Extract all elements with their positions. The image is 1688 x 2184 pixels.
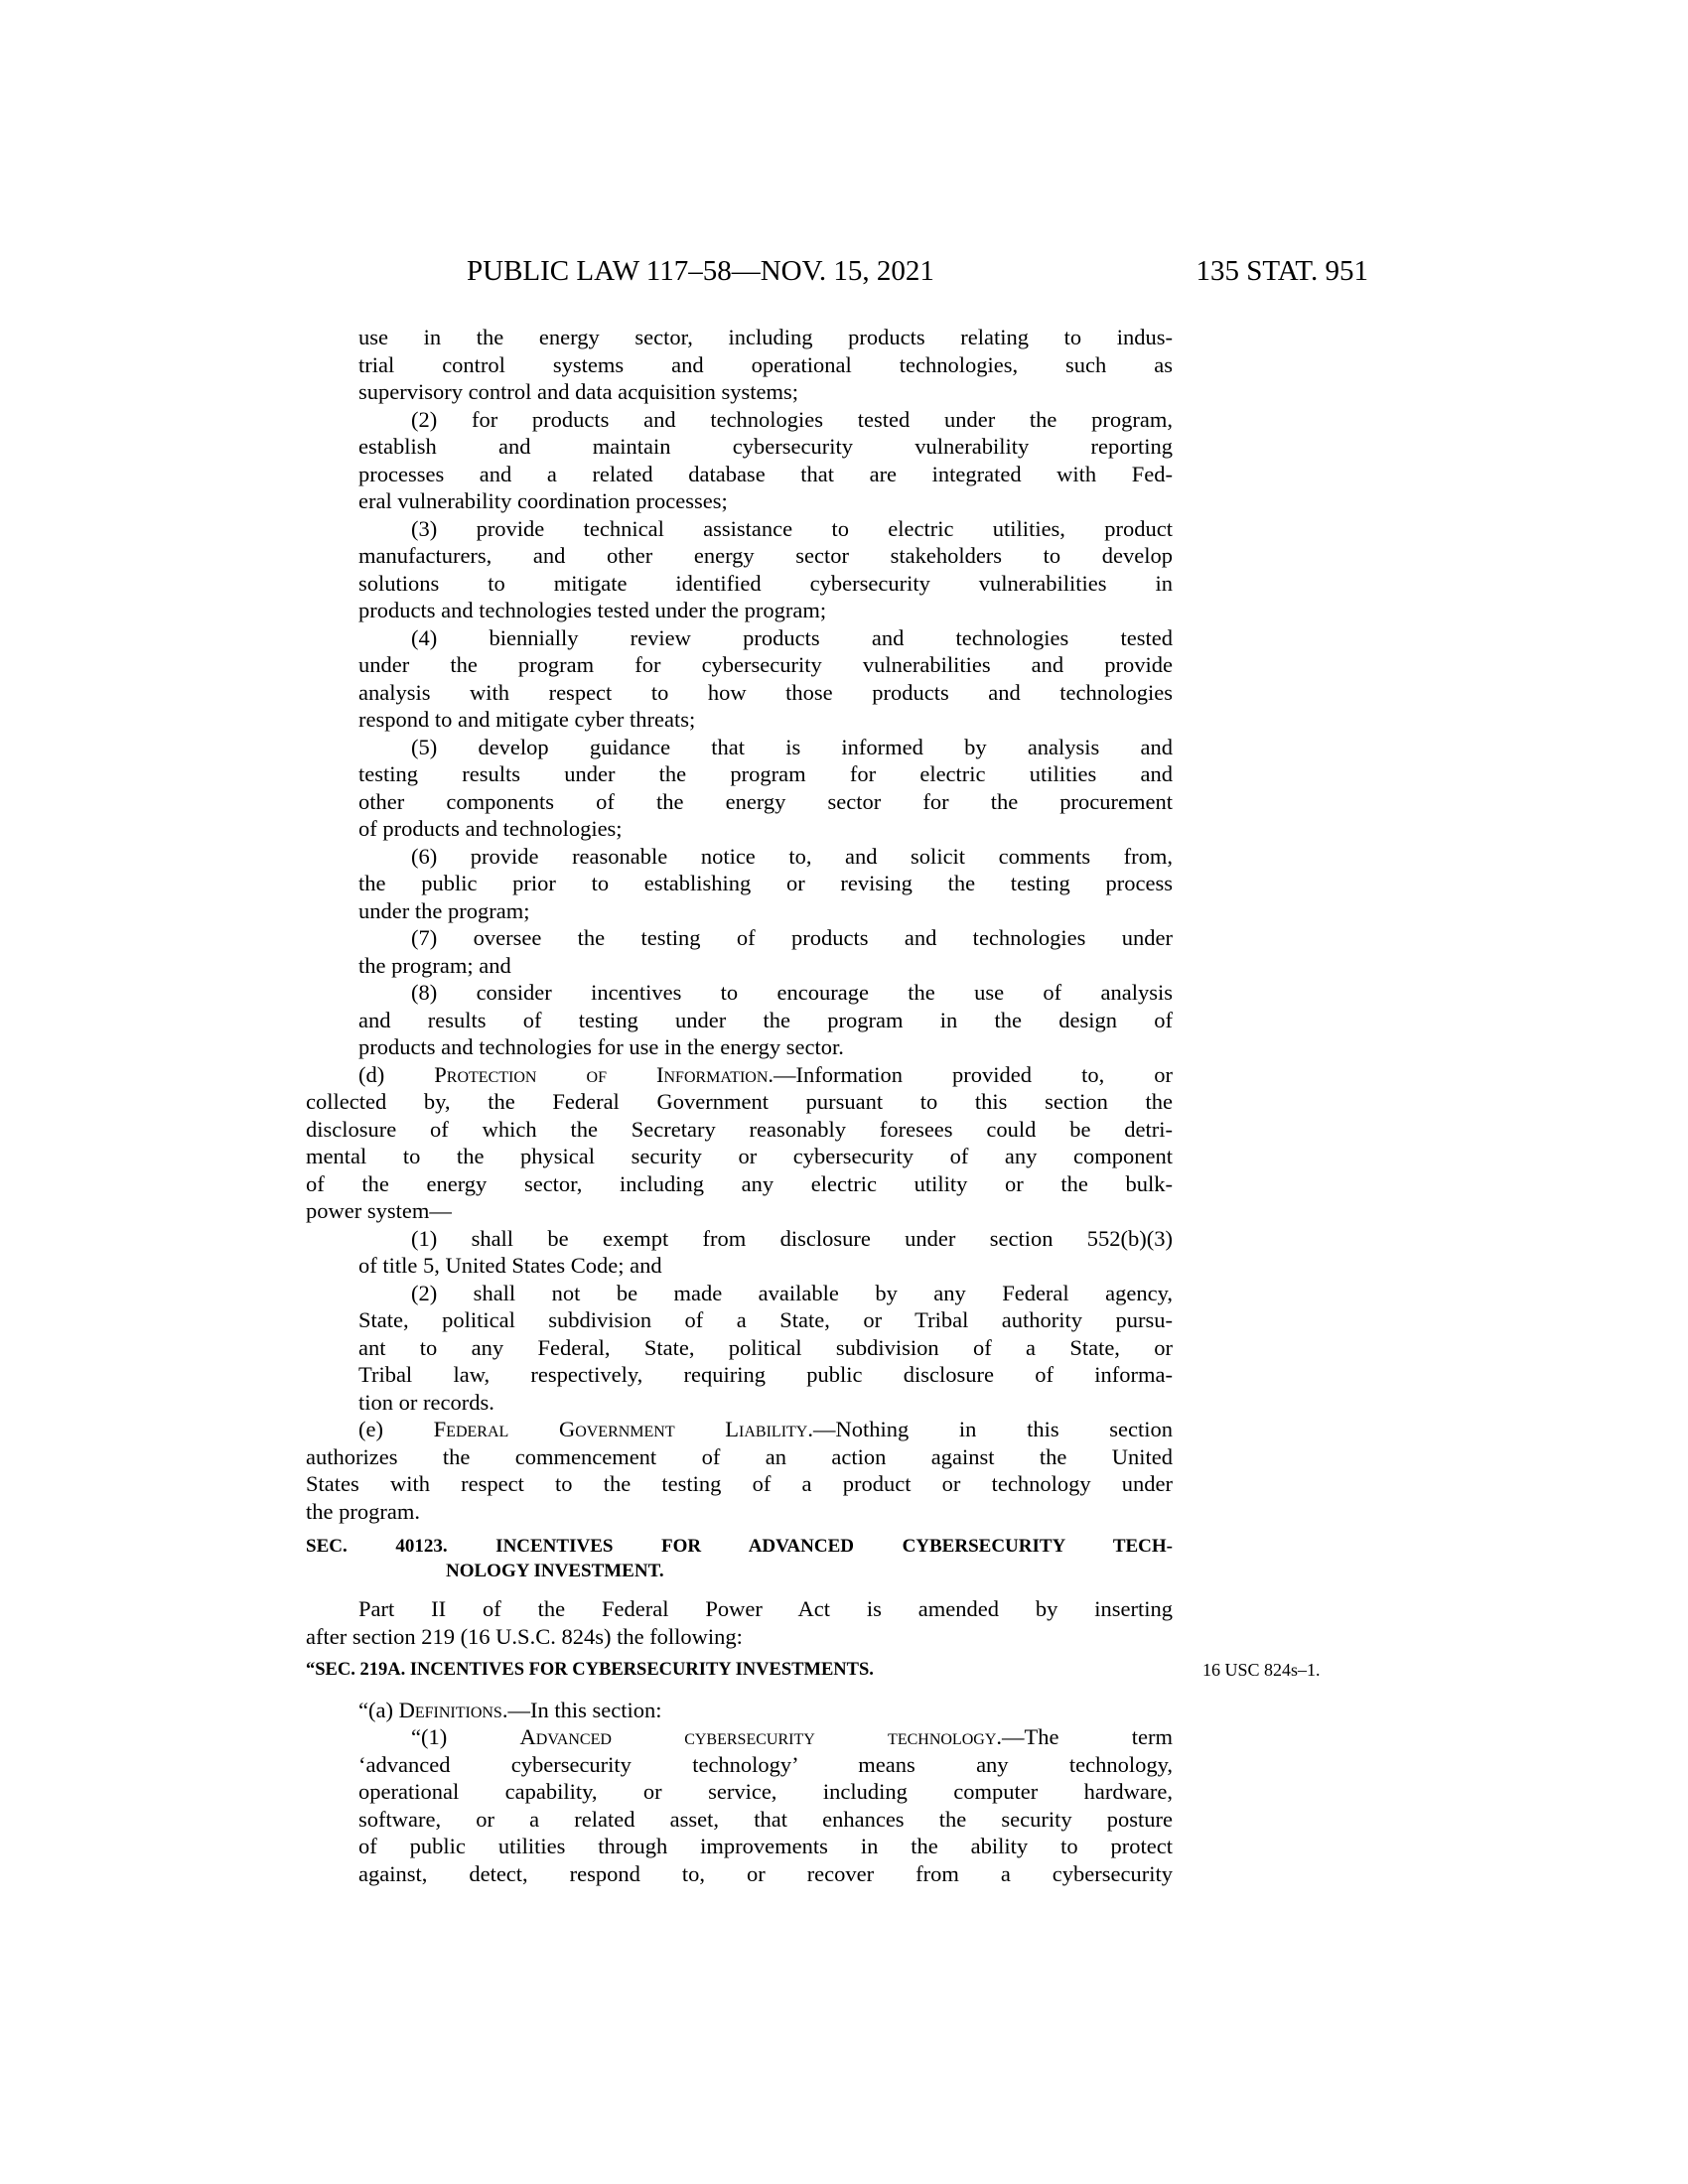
text-line: software, or a related asset, that enhances the security posture xyxy=(358,1806,1173,1832)
text-line: (1) shall be exempt from disclosure under section 552(b)(3) xyxy=(411,1225,1173,1251)
page-number: 135 STAT. 951 xyxy=(1196,255,1368,287)
text-line: trial control systems and operational technologies, such as xyxy=(358,351,1173,377)
text-line: SEC. 40123. INCENTIVES FOR ADVANCED CYBERSECURITY TECH- xyxy=(306,1536,1173,1557)
paragraph xyxy=(306,1225,1173,1280)
subsection-title: Advanced cybersecurity technology xyxy=(519,1724,997,1749)
section-heading xyxy=(306,1657,1321,1685)
text-segment: .—The term xyxy=(996,1724,1173,1749)
document-body xyxy=(306,324,1321,1887)
paragraph xyxy=(306,515,1173,624)
text-line: and results of testing under the program in the design of xyxy=(358,1007,1173,1032)
text-line: under the program; xyxy=(358,897,530,923)
text-line: State, political subdivision of a State, or Tribal authority pursu- xyxy=(358,1307,1173,1332)
text-line: processes and a related database that are integrated with Fed- xyxy=(358,461,1173,486)
text-line: collected by, the Federal Government pursuant to this section the xyxy=(306,1089,1173,1114)
subsection-title: Federal Government Liability xyxy=(433,1417,808,1441)
paragraph xyxy=(306,843,1173,925)
paragraph xyxy=(306,1061,1173,1225)
text-line: products and technologies for use in the energy sector. xyxy=(358,1034,844,1059)
paragraph xyxy=(306,1416,1173,1525)
text-line: use in the energy sector, including products relating to indus- xyxy=(358,325,1173,349)
paragraph xyxy=(306,1595,1173,1650)
paragraph xyxy=(306,1280,1173,1417)
text-line: under the program for cybersecurity vulnerabilities and provide xyxy=(358,652,1173,677)
text-segment: .—In this section: xyxy=(501,1697,662,1722)
text-line: against, detect, respond to, or recover from a cybersecurity xyxy=(358,1860,1173,1886)
subsection-title: Protection of Information xyxy=(434,1061,769,1087)
text-segment: (d) xyxy=(358,1061,435,1087)
text-line: (7) oversee the testing of products and technologies under xyxy=(411,925,1173,950)
text-line: (2) shall not be made available by any Federal agency, xyxy=(411,1280,1173,1305)
text-line: operational capability, or service, including computer hardware, xyxy=(358,1779,1173,1804)
text-line: Tribal law, respectively, requiring public disclosure of informa- xyxy=(358,1362,1173,1387)
paragraph xyxy=(306,924,1173,979)
text-line: authorizes the commencement of an action against the United xyxy=(306,1443,1173,1469)
text-segment: “(1) xyxy=(411,1724,520,1749)
text-line xyxy=(358,1416,1173,1443)
text-line: the program; and xyxy=(358,952,511,978)
text-line: (2) for products and technologies tested under the program, xyxy=(411,406,1173,432)
text-line: analysis with respect to how those products and technologies xyxy=(358,679,1173,705)
text-line: of title 5, United States Code; and xyxy=(358,1253,662,1278)
text-line: (3) provide technical assistance to electric utilities, product xyxy=(411,515,1173,541)
text-line: testing results under the program for electric utilities and xyxy=(358,761,1173,786)
text-line: the public prior to establishing or revising the testing process xyxy=(358,871,1173,895)
text-line: the program. xyxy=(306,1498,420,1524)
text-line: respond to and mitigate cyber threats; xyxy=(358,707,696,732)
text-segment: .—Nothing in this section xyxy=(807,1417,1173,1441)
paragraph xyxy=(306,1723,1173,1887)
text-line: manufacturers, and other energy sector stakeholders to develop xyxy=(358,543,1173,568)
text-line: other components of the energy sector for the procurement xyxy=(358,788,1173,814)
text-line: (8) consider incentives to encourage the use of analysis xyxy=(411,980,1173,1005)
paragraph xyxy=(306,406,1173,515)
text-line: power system— xyxy=(306,1198,452,1223)
margin-note: 16 USC 824s–1. xyxy=(1202,1660,1321,1680)
paragraph xyxy=(306,624,1173,734)
text-segment: .—Information provided to, or xyxy=(768,1061,1173,1087)
text-line: tion or records. xyxy=(358,1389,494,1415)
section-heading xyxy=(306,1534,1173,1583)
subsection-title: Definitions xyxy=(398,1697,502,1722)
text-line: mental to the physical security or cybersecurity of any component xyxy=(306,1144,1173,1168)
text-line xyxy=(411,1723,1173,1751)
paragraph xyxy=(306,1697,1173,1724)
text-line: NOLOGY INVESTMENT. xyxy=(446,1561,664,1581)
text-line: solutions to mitigate identified cybersecurity vulnerabilities in xyxy=(358,570,1173,596)
text-line: “SEC. 219A. INCENTIVES FOR CYBERSECURITY INVESTMENTS. xyxy=(306,1660,874,1680)
text-line: Part II of the Federal Power Act is amended by inserting xyxy=(358,1596,1173,1621)
text-line: of the energy sector, including any electric utility or the bulk- xyxy=(306,1170,1173,1196)
text-line: after section 219 (16 U.S.C. 824s) the following: xyxy=(306,1623,743,1649)
text-segment: (e) xyxy=(358,1417,434,1441)
text-line: ant to any Federal, State, political subdivision of a State, or xyxy=(358,1334,1173,1360)
text-line: States with respect to the testing of a product or technology under xyxy=(306,1471,1173,1496)
text-line: of products and technologies; xyxy=(358,816,623,841)
text-line: establish and maintain cybersecurity vulnerability reporting xyxy=(358,434,1173,459)
text-line: (4) biennially review products and technologies tested xyxy=(411,624,1173,650)
text-line: ‘advanced cybersecurity technology’ means any technology, xyxy=(358,1751,1173,1777)
text-segment: “(a) xyxy=(358,1697,399,1722)
text-line: (5) develop guidance that is informed by analysis and xyxy=(411,734,1173,759)
text-line: (6) provide reasonable notice to, and solicit comments from, xyxy=(411,843,1173,869)
text-line: disclosure of which the Secretary reasonably foresees could be detri- xyxy=(306,1116,1173,1142)
running-header-title: PUBLIC LAW 117–58—NOV. 15, 2021 xyxy=(467,255,934,287)
paragraph xyxy=(306,979,1173,1061)
text-line xyxy=(358,1061,1173,1089)
text-line: of public utilities through improvements in the ability to protect xyxy=(358,1834,1173,1858)
text-line xyxy=(358,1697,1173,1724)
text-line: supervisory control and data acquisition systems; xyxy=(358,379,799,404)
paragraph xyxy=(306,734,1173,843)
text-line: eral vulnerability coordination processes; xyxy=(358,488,728,513)
paragraph xyxy=(306,324,1173,406)
text-line: products and technologies tested under the program; xyxy=(358,598,827,622)
